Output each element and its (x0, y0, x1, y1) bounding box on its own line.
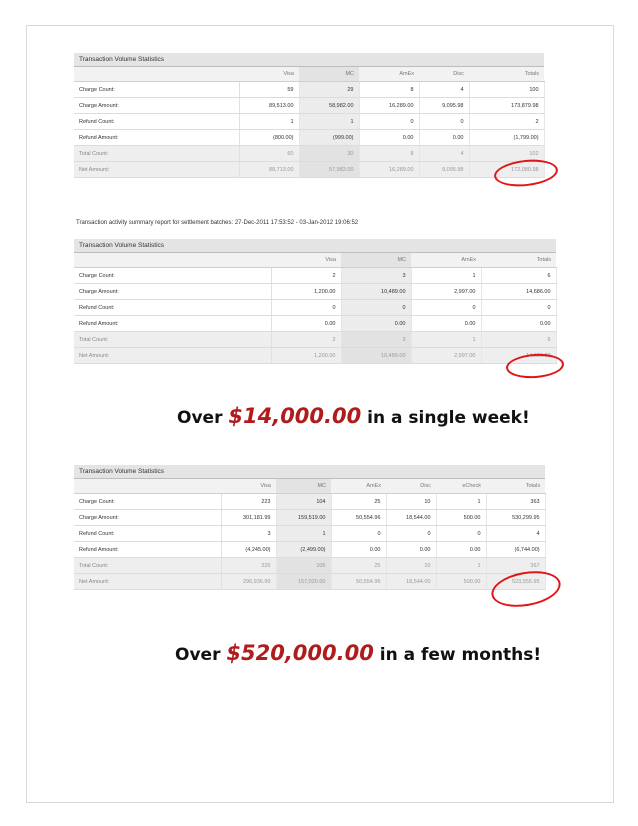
cell-value: 0 (341, 300, 411, 316)
column-header: Visa (271, 253, 341, 268)
table-header-row (74, 479, 545, 494)
column-header: Totals (469, 67, 544, 82)
table-row (74, 268, 556, 284)
cell-value: 0 (481, 300, 556, 316)
cell-value: 50,554.96 (331, 574, 386, 590)
cell-value: 0.00 (419, 130, 469, 146)
cell-value: 367 (486, 558, 545, 574)
cell-value: 8 (359, 146, 419, 162)
cell-value: 2,997.00 (411, 284, 481, 300)
cell-value: (999.00) (299, 130, 359, 146)
column-header: MC (299, 67, 359, 82)
report-caption: Transaction activity summary report for settlement batches: 27-Dec-2011 17:53:52 - 03-Jan-2012 19:06:52 (76, 220, 359, 226)
headline-weekly-prefix: Over (177, 408, 223, 428)
cell-value: 105 (276, 558, 331, 574)
column-header: AmEx (411, 253, 481, 268)
cell-value: 10 (386, 558, 436, 574)
cell-value: 223 (221, 494, 276, 510)
table-row (74, 542, 545, 558)
cell-value: 9,095.98 (419, 162, 469, 178)
cell-value: 30 (299, 146, 359, 162)
transaction-stats-table-3 (74, 465, 546, 590)
row-label: Charge Amount: (74, 510, 221, 526)
table-row (74, 332, 556, 348)
cell-value: 0.00 (386, 542, 436, 558)
cell-value: 172,080.98 (469, 162, 544, 178)
table-row (74, 114, 544, 130)
cell-value: 100 (469, 82, 544, 98)
cell-value: 58,982.00 (299, 98, 359, 114)
headline-monthly (175, 641, 541, 665)
cell-value: 159,519.00 (276, 510, 331, 526)
headline-monthly-amount: $520,000.00 (226, 641, 374, 665)
cell-value: 500.00 (436, 574, 486, 590)
cell-value: 530,299.95 (486, 510, 545, 526)
cell-value: 1 (436, 494, 486, 510)
row-label: Refund Amount: (74, 316, 271, 332)
row-label: Charge Count: (74, 494, 221, 510)
table-row (74, 284, 556, 300)
cell-value: 0 (331, 526, 386, 542)
table-row (74, 574, 545, 590)
table-row (74, 162, 544, 178)
table-row (74, 348, 556, 364)
cell-value: 0.00 (481, 316, 556, 332)
cell-value: 1 (276, 526, 331, 542)
cell-value: 89,513.00 (239, 98, 299, 114)
column-header: Visa (239, 67, 299, 82)
cell-value: 4 (419, 146, 469, 162)
table-row (74, 130, 544, 146)
cell-value: 60 (239, 146, 299, 162)
cell-value: 173,879.98 (469, 98, 544, 114)
row-label: Refund Count: (74, 300, 271, 316)
row-label: Net Amount: (74, 162, 239, 178)
cell-value: 0 (436, 526, 486, 542)
table-row (74, 558, 545, 574)
cell-value: 0 (359, 114, 419, 130)
cell-value: 0.00 (341, 316, 411, 332)
cell-value: 226 (221, 558, 276, 574)
cell-value: 1 (239, 114, 299, 130)
column-header: Disc (386, 479, 436, 494)
cell-value: 57,983.00 (299, 162, 359, 178)
cell-value: 2 (271, 332, 341, 348)
table-row (74, 300, 556, 316)
row-label: Charge Count: (74, 82, 239, 98)
row-label: Charge Count: (74, 268, 271, 284)
cell-value: 0.00 (271, 316, 341, 332)
row-label: Refund Amount: (74, 130, 239, 146)
cell-value: 2 (271, 268, 341, 284)
transaction-stats-table-2 (74, 239, 557, 364)
table-row (74, 316, 556, 332)
cell-value: 1,200.00 (271, 348, 341, 364)
column-header: AmEx (359, 67, 419, 82)
row-label: Refund Count: (74, 526, 221, 542)
cell-value: (2,499.00) (276, 542, 331, 558)
headline-monthly-suffix: in a few months! (379, 645, 542, 665)
table-row (74, 526, 545, 542)
cell-value: 59 (239, 82, 299, 98)
row-label: Total Count: (74, 558, 221, 574)
cell-value: (1,799.00) (469, 130, 544, 146)
cell-value: 0 (419, 114, 469, 130)
header-corner (74, 479, 221, 494)
row-label: Total Count: (74, 332, 271, 348)
table-title: Transaction Volume Statistics (74, 239, 556, 253)
cell-value: 10 (386, 494, 436, 510)
cell-value: 0 (411, 300, 481, 316)
cell-value: 0.00 (331, 542, 386, 558)
cell-value: 102 (469, 146, 544, 162)
cell-value: (4,245.00) (221, 542, 276, 558)
cell-value: 10,489.00 (341, 284, 411, 300)
cell-value: 363 (486, 494, 545, 510)
cell-value: 18,544.00 (386, 574, 436, 590)
column-header: AmEx (331, 479, 386, 494)
cell-value: 4 (419, 82, 469, 98)
cell-value: 18,544.00 (386, 510, 436, 526)
cell-value: 3 (341, 268, 411, 284)
cell-value: 2 (469, 114, 544, 130)
header-corner (74, 253, 271, 268)
table-row (74, 494, 545, 510)
cell-value: 1 (411, 332, 481, 348)
column-header: MC (341, 253, 411, 268)
cell-value: 0.00 (359, 130, 419, 146)
cell-value: 296,936.99 (221, 574, 276, 590)
cell-value: 10,489.00 (341, 348, 411, 364)
cell-value: 3 (341, 332, 411, 348)
header-corner (74, 67, 239, 82)
row-label: Refund Count: (74, 114, 239, 130)
cell-value: 104 (276, 494, 331, 510)
row-label: Refund Amount: (74, 542, 221, 558)
cell-value: (800.00) (239, 130, 299, 146)
cell-value: 157,020.00 (276, 574, 331, 590)
transaction-stats-table-1 (74, 53, 545, 178)
cell-value: 1 (411, 268, 481, 284)
cell-value: 25 (331, 494, 386, 510)
cell-value: 16,289.00 (359, 162, 419, 178)
cell-value: 16,289.00 (359, 98, 419, 114)
column-header: Totals (481, 253, 556, 268)
cell-value: 14,686.00 (481, 348, 556, 364)
cell-value: 0.00 (436, 542, 486, 558)
row-label: Net Amount: (74, 574, 221, 590)
table-row (74, 510, 545, 526)
cell-value: 4 (486, 526, 545, 542)
column-header: Disc (419, 67, 469, 82)
headline-weekly-amount: $14,000.00 (228, 404, 362, 428)
headline-monthly-prefix: Over (175, 645, 221, 665)
cell-value: 88,713.00 (239, 162, 299, 178)
headline-weekly (177, 404, 530, 428)
cell-value: (6,744.00) (486, 542, 545, 558)
table-row (74, 146, 544, 162)
cell-value: 0 (386, 526, 436, 542)
cell-value: 2,997.00 (411, 348, 481, 364)
table-row (74, 82, 544, 98)
row-label: Net Amount: (74, 348, 271, 364)
row-label: Charge Amount: (74, 98, 239, 114)
cell-value: 1 (299, 114, 359, 130)
row-label: Total Count: (74, 146, 239, 162)
column-header: Visa (221, 479, 276, 494)
cell-value: 500.00 (436, 510, 486, 526)
cell-value: 29 (299, 82, 359, 98)
cell-value: 0.00 (411, 316, 481, 332)
cell-value: 25 (331, 558, 386, 574)
cell-value: 50,554.96 (331, 510, 386, 526)
table-header-row (74, 253, 556, 268)
cell-value: 6 (481, 268, 556, 284)
cell-value: 3 (221, 526, 276, 542)
table-title: Transaction Volume Statistics (74, 53, 544, 67)
cell-value: 1,200.00 (271, 284, 341, 300)
table-row (74, 98, 544, 114)
column-header: MC (276, 479, 331, 494)
headline-weekly-suffix: in a single week! (367, 408, 530, 428)
cell-value: 14,686.00 (481, 284, 556, 300)
table-title: Transaction Volume Statistics (74, 465, 545, 479)
column-header: eCheck (436, 479, 486, 494)
cell-value: 1 (436, 558, 486, 574)
table-header-row (74, 67, 544, 82)
cell-value: 301,181.99 (221, 510, 276, 526)
row-label: Charge Amount: (74, 284, 271, 300)
cell-value: 6 (481, 332, 556, 348)
cell-value: 9,095.98 (419, 98, 469, 114)
cell-value: 523,555.95 (486, 574, 545, 590)
cell-value: 0 (271, 300, 341, 316)
cell-value: 8 (359, 82, 419, 98)
column-header: Totals (486, 479, 545, 494)
